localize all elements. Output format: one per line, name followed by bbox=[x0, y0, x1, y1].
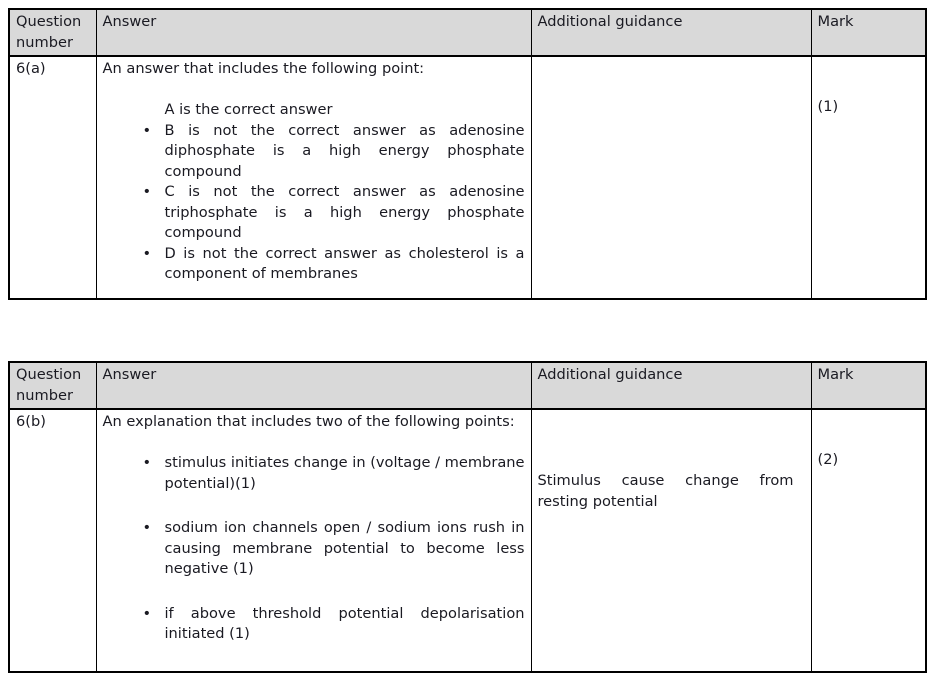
header-row bbox=[9, 362, 926, 409]
column-header-mark: Mark bbox=[811, 362, 926, 409]
header-row bbox=[9, 9, 926, 56]
bullet-icon: • bbox=[142, 121, 152, 139]
answer-item-text: A is the correct answer bbox=[164, 101, 333, 118]
answer-list-item bbox=[103, 518, 525, 580]
answer-item-text: stimulus initiates change in (voltage / membrane potential)(1) bbox=[164, 454, 525, 492]
table-row-6b bbox=[9, 409, 926, 672]
question-number-cell bbox=[9, 409, 96, 672]
bullet-icon: • bbox=[142, 244, 152, 262]
answer-item-text: C is not the correct answer as adenosine triphosphate is a high energy phosphate compound bbox=[164, 183, 525, 241]
question-number-cell bbox=[9, 56, 96, 299]
bullet-icon: • bbox=[142, 519, 152, 536]
bullet-icon: • bbox=[142, 454, 152, 471]
additional-guidance-cell bbox=[531, 56, 811, 299]
answer-list-item bbox=[103, 121, 525, 183]
answer-list-item bbox=[103, 100, 525, 121]
bullet-icon: • bbox=[142, 604, 152, 622]
mark-cell bbox=[811, 56, 926, 299]
answer-cell bbox=[96, 409, 531, 672]
answer-intro: An explanation that includes two of the following points: bbox=[102, 413, 515, 430]
answer-item-text: if above threshold potential depolarisation initiated (1) bbox=[164, 604, 525, 642]
answer-item-text: B is not the correct answer as adenosine diphosphate is a high energy phosphate compound bbox=[164, 121, 525, 180]
answer-intro: An answer that includes the following point: bbox=[102, 60, 425, 77]
column-header-question-number: Question number bbox=[9, 362, 96, 409]
column-header-additional-guidance: Additional guidance bbox=[531, 9, 811, 56]
answer-list-item bbox=[103, 244, 525, 285]
answer-item-text: sodium ion channels open / sodium ions rush in causing membrane potential to become less negative (1) bbox=[164, 519, 525, 577]
answer-list-item bbox=[103, 604, 525, 645]
answer-list bbox=[103, 100, 525, 285]
mark-scheme-table-6b bbox=[8, 361, 927, 673]
mark-value: (2) bbox=[817, 451, 839, 468]
column-header-additional-guidance: Additional guidance bbox=[531, 362, 811, 409]
answer-list-item bbox=[103, 182, 525, 244]
guidance-text: Stimulus cause change from resting potential bbox=[537, 472, 794, 510]
column-header-question-number: Question number bbox=[9, 9, 96, 56]
question-number: 6(a) bbox=[16, 60, 46, 77]
answer-cell bbox=[96, 56, 531, 299]
mark-scheme-table-6a bbox=[8, 8, 927, 300]
answer-list-item bbox=[103, 453, 525, 494]
mark-value: (1) bbox=[817, 98, 839, 115]
column-header-answer: Answer bbox=[96, 362, 531, 409]
mark-cell bbox=[811, 409, 926, 672]
table-row-6a bbox=[9, 56, 926, 299]
bullet-icon: • bbox=[142, 183, 152, 200]
answer-list bbox=[103, 453, 525, 645]
question-number: 6(b) bbox=[16, 413, 46, 430]
column-header-mark: Mark bbox=[811, 9, 926, 56]
column-header-answer: Answer bbox=[96, 9, 531, 56]
additional-guidance-cell bbox=[531, 409, 811, 672]
answer-item-text: D is not the correct answer as cholesterol is a component of membranes bbox=[164, 244, 525, 282]
